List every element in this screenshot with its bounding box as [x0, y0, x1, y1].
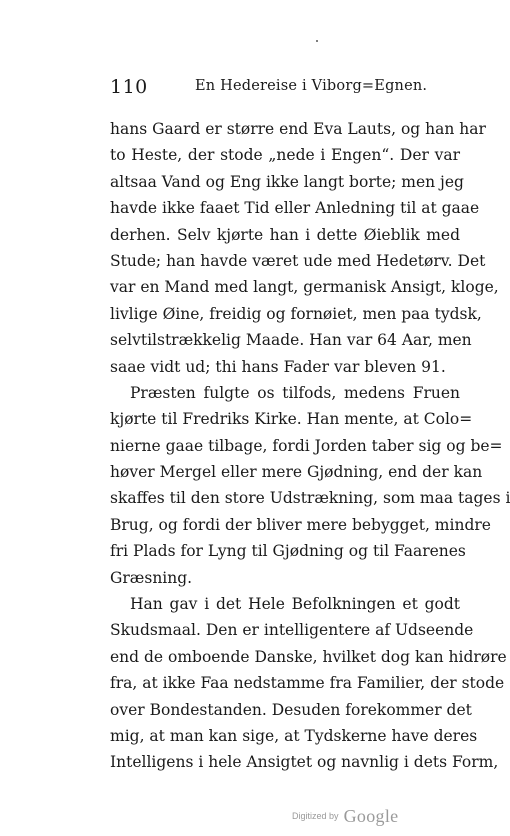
text-line: Stude; han havde været ude med Hedetørv. Det	[110, 251, 486, 270]
text-line: Skudsmaal. Den er intelligentere af Udseende	[110, 621, 474, 640]
page-number: 110	[110, 76, 148, 98]
text-line: saae vidt ud; thi hans Fader var bleven 91.	[110, 357, 446, 376]
text-line: derhen. Selv kjørte han i dette Øieblik med	[110, 225, 460, 244]
text-line: høver Mergel eller mere Gjødning, end der kan	[110, 463, 483, 482]
text-line: to Heste, der stode „nede i Engen“. Der var	[110, 146, 460, 165]
watermark-prefix: Digitized by	[292, 811, 339, 821]
text-line: nierne gaae tilbage, fordi Jorden taber sig og be=	[110, 436, 503, 455]
text-line: altsaa Vand og Eng ikke langt borte; men jeg	[110, 172, 464, 191]
text-line: mig, at man kan sige, at Tydskerne have deres	[110, 726, 478, 745]
text-line: fra, at ikke Faa nedstamme fra Familier, der stode	[110, 674, 505, 693]
text-line: var en Mand med langt, germanisk Ansigt, kloge,	[110, 278, 499, 297]
text-line: Han gav i det Hele Befolkningen et godt	[130, 595, 460, 614]
text-line: Brug, og fordi der bliver mere bebygget, mindre	[110, 515, 491, 534]
text-line: Intelligens i hele Ansigtet og navnlig i dets Form,	[110, 753, 499, 772]
text-line: hans Gaard er større end Eva Lauts, og han har	[110, 120, 486, 138]
paragraph-1	[110, 116, 499, 380]
google-logo: Google	[343, 806, 399, 826]
text-line: havde ikke faaet Tid eller Anledning til at gaae	[110, 199, 480, 218]
paragraph-2	[110, 380, 510, 591]
text-line: skaffes til den store Udstrækning, som maa tages i	[110, 489, 510, 508]
digitized-by-watermark	[292, 806, 398, 827]
paragraph-3	[110, 591, 507, 776]
text-line: over Bondestanden. Desuden forekommer det	[110, 700, 472, 719]
running-head: En Hedereise i Viborg=Egnen.	[195, 78, 428, 94]
text-line: Græsning.	[110, 568, 193, 587]
text-line: kjørte til Fredriks Kirke. Han mente, at Colo=	[110, 410, 473, 429]
text-line: Præsten fulgte os tilfods, medens Fruen	[130, 383, 460, 402]
text-line: fri Plads for Lyng til Gjødning og til Faarenes	[110, 542, 466, 561]
text-line: livlige Øine, freidig og fornøiet, men paa tydsk,	[110, 304, 482, 323]
body-text	[110, 116, 510, 776]
text-line: end de omboende Danske, hvilket dog kan hidrøre	[110, 647, 507, 666]
page-header	[110, 76, 465, 100]
text-line: selvtilstrækkelig Maade. Han var 64 Aar, men	[110, 331, 472, 350]
paper-speck	[316, 40, 318, 42]
